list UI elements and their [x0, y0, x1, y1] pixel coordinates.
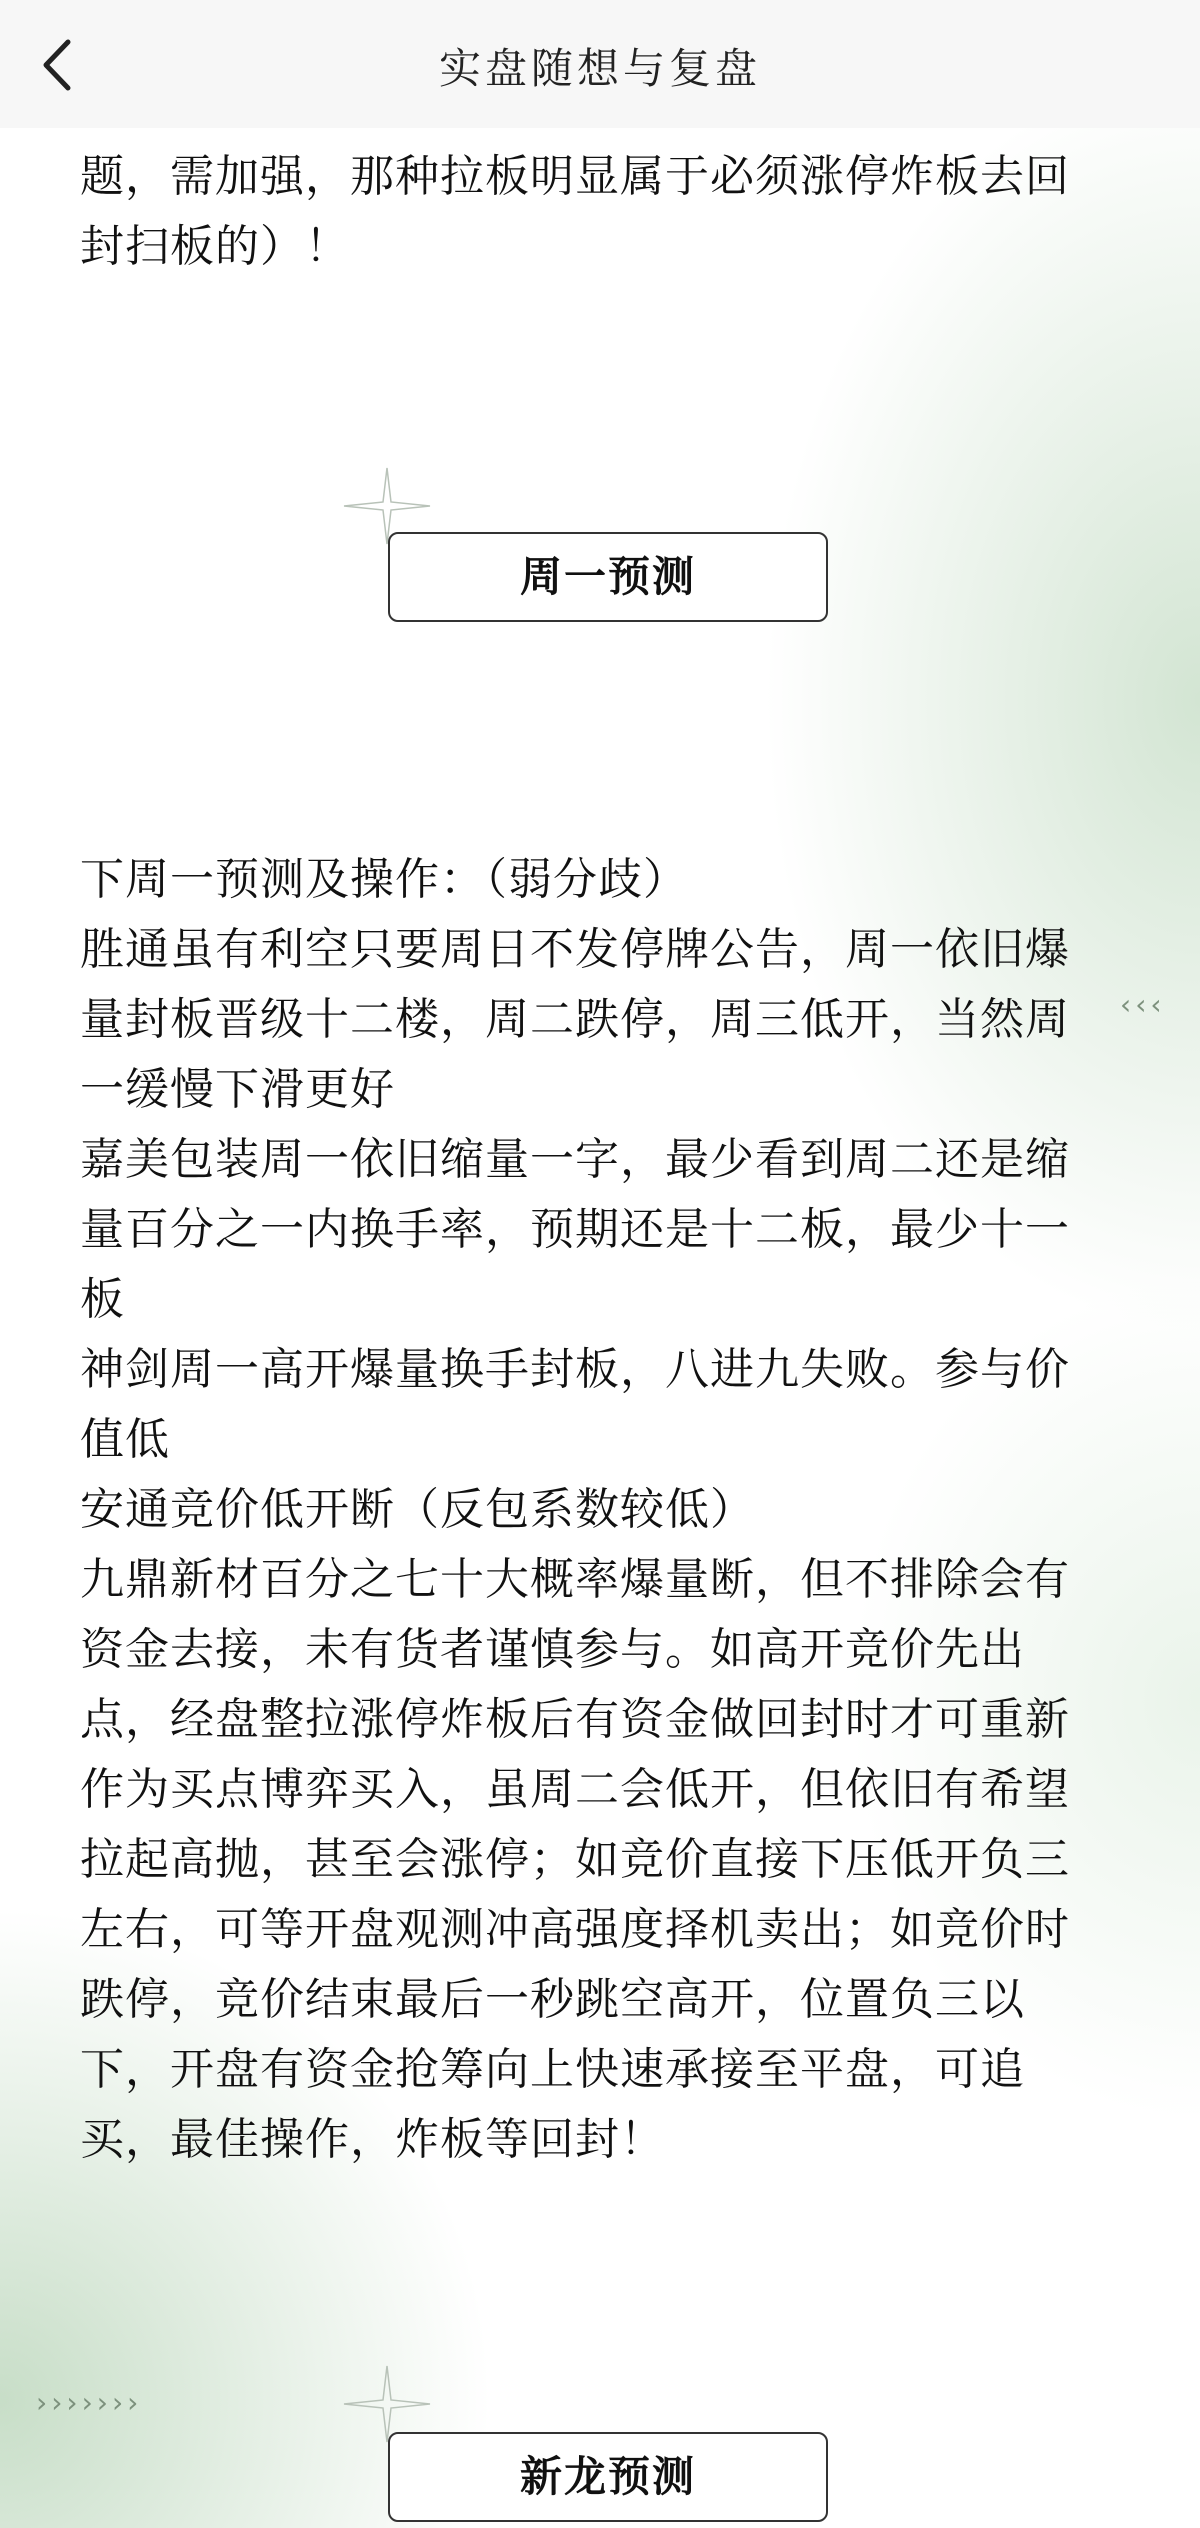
- text-line: 跌停，竞价结束最后一秒跳空高开，位置负三以: [80, 1974, 1025, 2025]
- intro-text: [80, 142, 1125, 282]
- text-line: 安通竞价低开断（反包系数较低）: [80, 1484, 755, 1535]
- text-line: 神剑周一高开爆量换手封板，八进九失败。参与价: [80, 1344, 1070, 1395]
- text-line: 量封板晋级十二楼，周二跌停，周三低开，当然周: [80, 994, 1070, 1045]
- text-line: 一缓慢下滑更好: [80, 1064, 395, 1115]
- text-line: 量百分之一内换手率，预期还是十二板，最少十一: [80, 1204, 1070, 1255]
- text-line: 左右，可等开盘观测冲高强度择机卖出；如竞价时: [80, 1904, 1070, 1955]
- text-line: 嘉美包装周一依旧缩量一字，最少看到周二还是缩: [80, 1134, 1070, 1185]
- text-line: 资金去接，未有货者谨慎参与。如高开竞价先出: [80, 1624, 1025, 1675]
- text-line: 封扫板的）！: [80, 221, 350, 272]
- page-title: 实盘随想与复盘: [438, 44, 761, 93]
- text-line: 买，最佳操作，炸板等回封！: [80, 2114, 665, 2165]
- text-line: 下，开盘有资金抢筹向上快速承接至平盘，可追: [80, 2044, 1025, 2095]
- text-line: 作为买点博弈买入，虽周二会低开，但依旧有希望: [80, 1764, 1070, 1815]
- top-bar: [0, 0, 1200, 128]
- chevron-decoration: ›››››››: [36, 2386, 143, 2419]
- text-line: 九鼎新材百分之七十大概率爆量断，但不排除会有: [80, 1554, 1070, 1605]
- text-line: 题，需加强，那种拉板明显属于必须涨停炸板去回: [80, 151, 1070, 202]
- text-line: 点，经盘整拉涨停炸板后有资金做回封时才可重新: [80, 1694, 1070, 1745]
- text-line: 下周一预测及操作：（弱分歧）: [80, 854, 688, 905]
- forecast-text: [80, 845, 1125, 2175]
- section-button-new-dragon-forecast[interactable]: 新龙预测: [388, 2432, 828, 2522]
- text-line: 胜通虽有利空只要周日不发停牌公告，周一依旧爆: [80, 924, 1070, 975]
- section-button-monday-forecast[interactable]: 周一预测: [388, 532, 828, 622]
- chevron-decoration: ‹‹‹: [1120, 988, 1166, 1021]
- text-line: 板: [80, 1274, 125, 1325]
- text-line: 拉起高抛，甚至会涨停；如竞价直接下压低开负三: [80, 1834, 1070, 1885]
- text-line: 值低: [80, 1414, 170, 1465]
